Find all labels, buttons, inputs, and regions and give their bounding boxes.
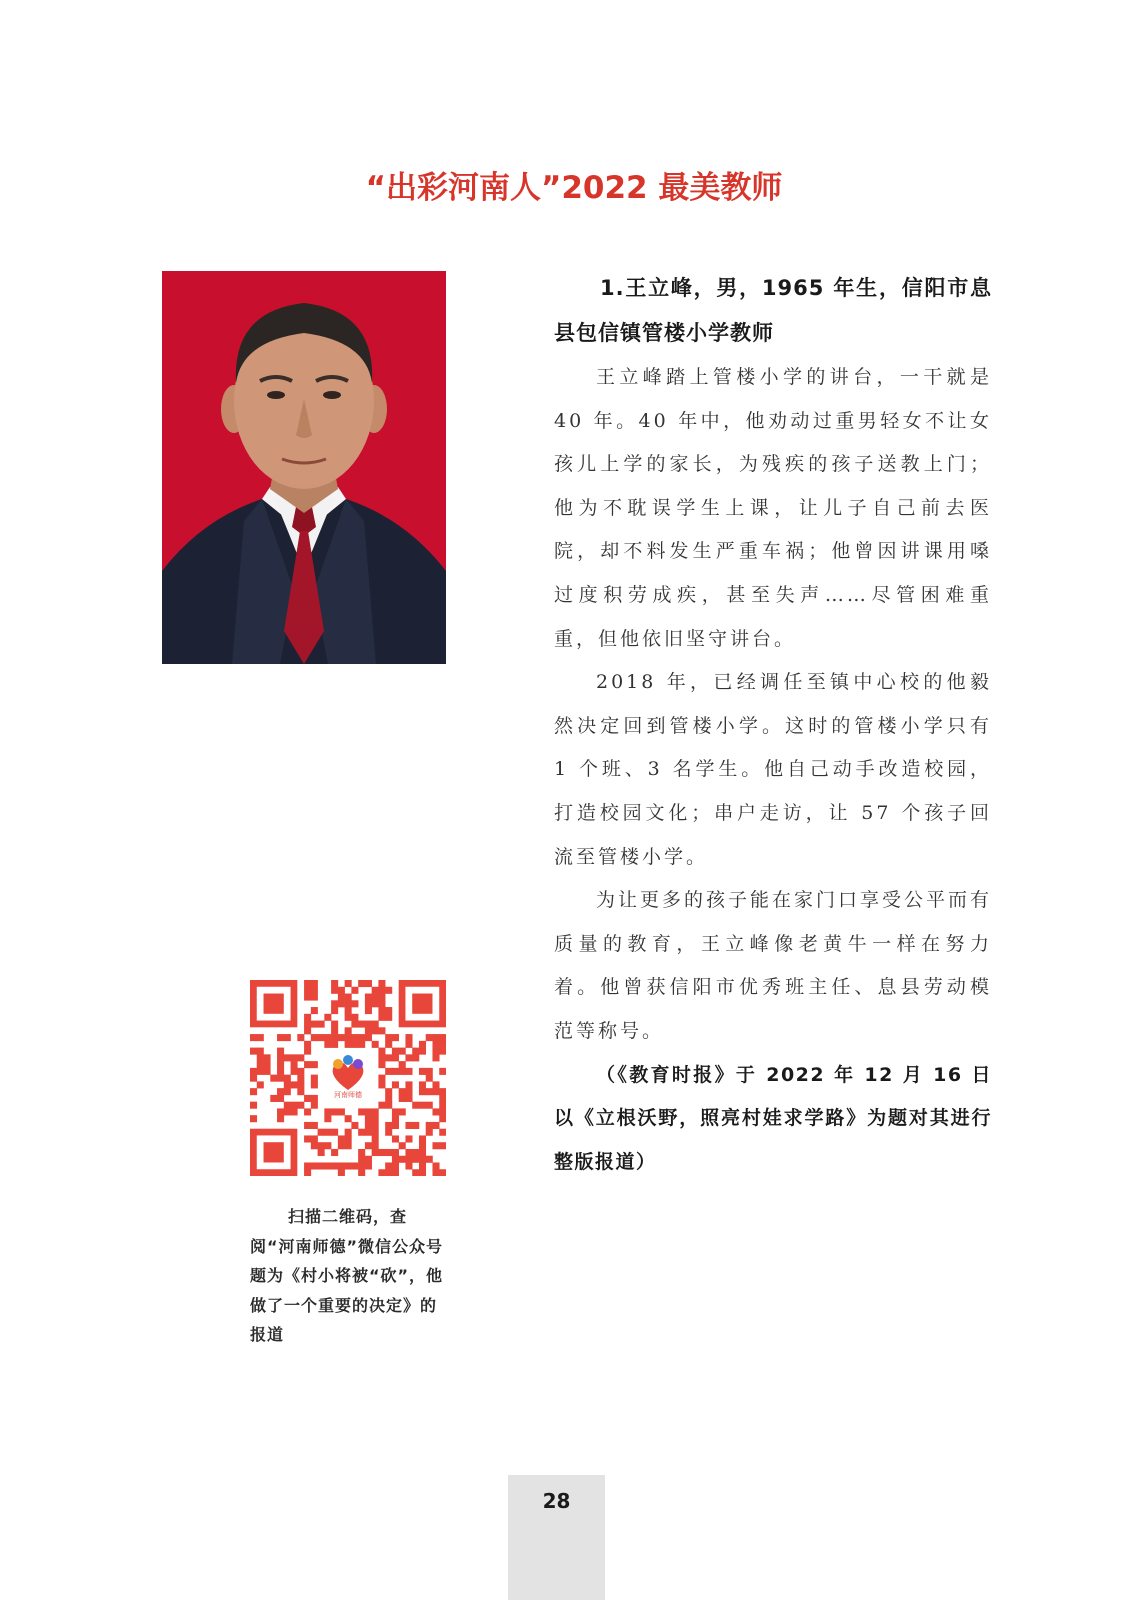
page-title: “出彩河南人”2022 最美教师 <box>365 170 783 206</box>
article-paragraph: 2018 年，已经调任至镇中心校的他毅然决定回到管楼小学。这时的管楼小学只有 1 个班、3 名学生。他自己动手改造校园，打造校园文化；串户走访，让 57 个孩子回流至管楼小学。 <box>554 671 992 868</box>
article <box>554 266 992 1184</box>
portrait-illustration <box>162 271 446 664</box>
page-number: 28 <box>542 1489 571 1513</box>
heart-logo-icon <box>322 1054 374 1094</box>
qr-finder-pattern <box>250 1129 297 1176</box>
teacher-portrait-photo <box>162 271 446 664</box>
qr-caption: 扫描二维码，查阅“河南师德”微信公众号题为《村小将被“砍”，他做了一个重要的决定》的报道 <box>250 1207 444 1345</box>
article-paragraph: 王立峰踏上管楼小学的讲台，一干就是 40 年。40 年中，他劝动过重男轻女不让女孩儿上学的家长，为残疾的孩子送教上门；他为不耽误学生上课，让儿子自己前去医院，却不料发生严重车祸；他曾因讲课用嗓过度积劳成疾，甚至失声……尽管困难重重，但他依旧坚守讲台。 <box>554 366 992 650</box>
qr-finder-pattern <box>399 980 446 1027</box>
qr-finder-pattern <box>250 980 297 1027</box>
logo-text: 河南师德 <box>334 1091 362 1099</box>
source-note: （《教育时报》于 2022 年 12 月 16 日以《立根沃野，照亮村娃求学路》为题对其进行整版报道） <box>554 1063 992 1173</box>
henan-shide-logo <box>322 1054 374 1102</box>
qr-code[interactable] <box>250 980 446 1176</box>
article-paragraph: 为让更多的孩子能在家门口享受公平而有质量的教育，王立峰像老黄牛一样在努力着。他曾获信阳市优秀班主任、息县劳动模范等称号。 <box>554 889 993 1042</box>
teacher-heading: 1.王立峰，男，1965 年生，信阳市息县包信镇管楼小学教师 <box>554 276 992 345</box>
page-number-tab <box>508 1475 605 1600</box>
